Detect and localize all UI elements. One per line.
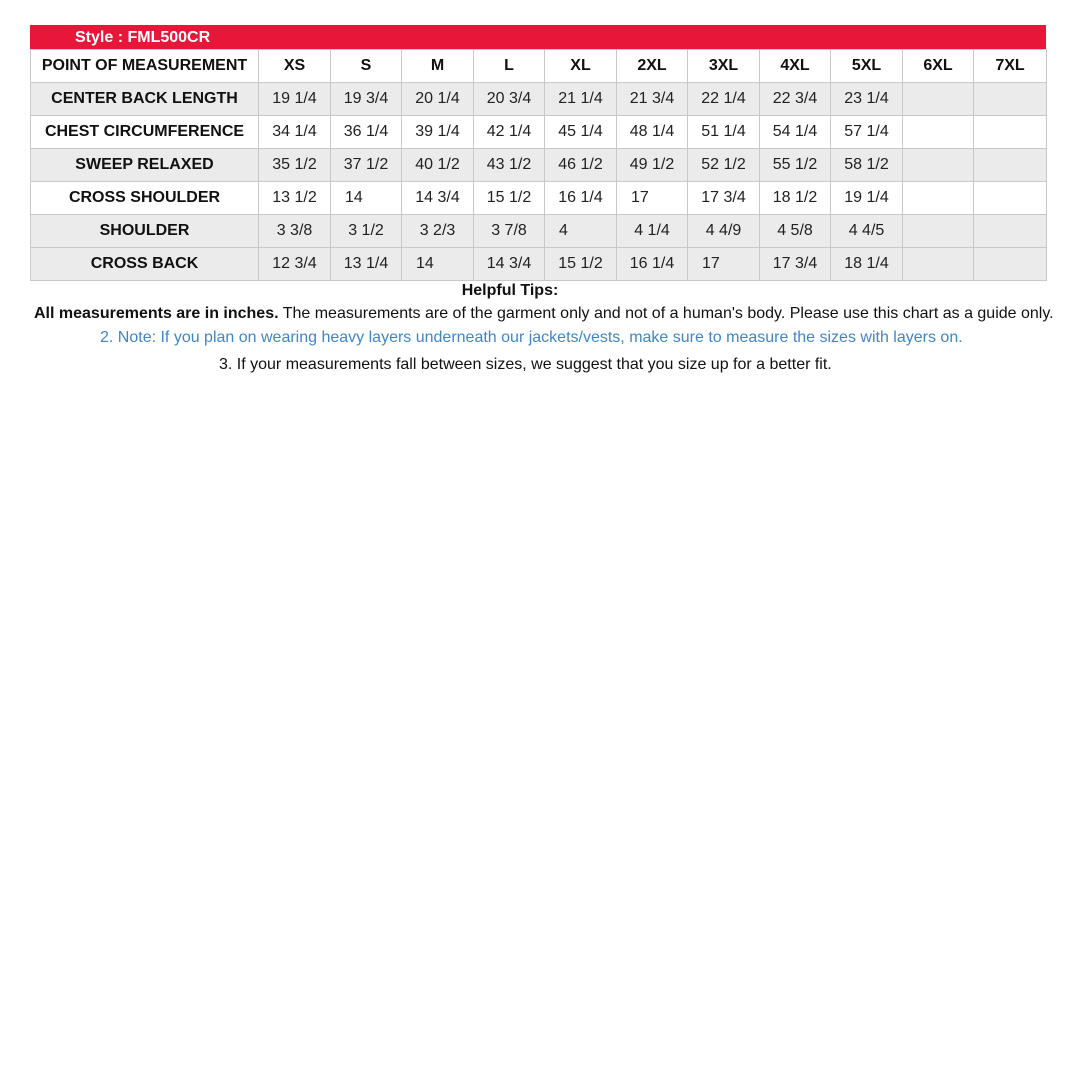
measurement-label: CENTER BACK LENGTH xyxy=(31,83,259,116)
table-cell: 16 1/4 xyxy=(545,182,617,215)
table-cell: 17 xyxy=(688,248,760,281)
table-row xyxy=(31,116,1047,149)
table-cell xyxy=(903,149,974,182)
size-header: 2XL xyxy=(617,50,688,83)
table-cell: 37 1/2 xyxy=(331,149,402,182)
table-cell xyxy=(903,215,974,248)
table-cell: 14 xyxy=(402,248,474,281)
table-cell: 17 xyxy=(617,182,688,215)
table-cell: 40 1/2 xyxy=(402,149,474,182)
table-cell: 19 1/4 xyxy=(259,83,331,116)
table-cell: 3 3/8 xyxy=(259,215,331,248)
table-cell: 46 1/2 xyxy=(545,149,617,182)
table-cell: 34 1/4 xyxy=(259,116,331,149)
table-cell: 4 4/9 xyxy=(688,215,760,248)
measurement-label: CROSS BACK xyxy=(31,248,259,281)
table-cell: 19 1/4 xyxy=(831,182,903,215)
table-cell: 51 1/4 xyxy=(688,116,760,149)
measurement-label: CHEST CIRCUMFERENCE xyxy=(31,116,259,149)
tip-measurements-inches xyxy=(0,302,1080,326)
size-header: XS xyxy=(259,50,331,83)
table-cell: 12 3/4 xyxy=(259,248,331,281)
table-row xyxy=(31,149,1047,182)
table-cell xyxy=(974,248,1047,281)
table-cell xyxy=(903,83,974,116)
table-cell: 16 1/4 xyxy=(617,248,688,281)
table-cell: 14 3/4 xyxy=(402,182,474,215)
size-header: S xyxy=(331,50,402,83)
tips-title: Helpful Tips: xyxy=(461,282,559,299)
table-row xyxy=(31,215,1047,248)
table-row xyxy=(31,83,1047,116)
table-cell: 23 1/4 xyxy=(831,83,903,116)
tip-size-up: 3. If your measurements fall between sizes, we suggest that you size up for a better fit. xyxy=(219,356,832,373)
table-cell: 49 1/2 xyxy=(617,149,688,182)
table-cell: 17 3/4 xyxy=(688,182,760,215)
tip-heavy-layers-note: 2. Note: If you plan on wearing heavy layers underneath our jackets/vests, make sure to measure the sizes with layers on. xyxy=(100,329,963,346)
size-header: 3XL xyxy=(688,50,760,83)
table-cell xyxy=(903,182,974,215)
table-cell xyxy=(974,83,1047,116)
table-cell: 21 3/4 xyxy=(617,83,688,116)
table-cell: 48 1/4 xyxy=(617,116,688,149)
table-cell: 4 5/8 xyxy=(760,215,831,248)
size-header: 7XL xyxy=(974,50,1047,83)
table-cell: 21 1/4 xyxy=(545,83,617,116)
table-cell: 22 1/4 xyxy=(688,83,760,116)
table-cell: 45 1/4 xyxy=(545,116,617,149)
table-cell: 14 xyxy=(331,182,402,215)
table-cell: 19 3/4 xyxy=(331,83,402,116)
table-cell: 17 3/4 xyxy=(760,248,831,281)
table-cell: 55 1/2 xyxy=(760,149,831,182)
table-cell: 3 2/3 xyxy=(402,215,474,248)
table-row xyxy=(31,182,1047,215)
measurement-label: SHOULDER xyxy=(31,215,259,248)
measurement-label: CROSS SHOULDER xyxy=(31,182,259,215)
table-cell: 42 1/4 xyxy=(474,116,545,149)
table-cell: 15 1/2 xyxy=(545,248,617,281)
size-chart xyxy=(30,25,1046,281)
table-row xyxy=(31,248,1047,281)
size-header: L xyxy=(474,50,545,83)
table-cell: 36 1/4 xyxy=(331,116,402,149)
table-cell xyxy=(974,149,1047,182)
table-cell: 20 1/4 xyxy=(402,83,474,116)
size-header: 4XL xyxy=(760,50,831,83)
tip-text: The measurements are of the garment only and not of a human's body. Please use this chart as a guide only. xyxy=(278,305,1054,322)
table-cell: 3 1/2 xyxy=(331,215,402,248)
table-cell: 15 1/2 xyxy=(474,182,545,215)
table-cell: 14 3/4 xyxy=(474,248,545,281)
header-row xyxy=(31,50,1047,83)
table-cell: 13 1/2 xyxy=(259,182,331,215)
table-cell: 52 1/2 xyxy=(688,149,760,182)
table-cell: 39 1/4 xyxy=(402,116,474,149)
table-cell xyxy=(903,116,974,149)
table-cell: 58 1/2 xyxy=(831,149,903,182)
table-cell: 35 1/2 xyxy=(259,149,331,182)
table-cell: 18 1/2 xyxy=(760,182,831,215)
measurement-label: SWEEP RELAXED xyxy=(31,149,259,182)
table-cell: 4 1/4 xyxy=(617,215,688,248)
size-header: 6XL xyxy=(903,50,974,83)
size-header: 5XL xyxy=(831,50,903,83)
table-cell: 4 xyxy=(545,215,617,248)
table-cell xyxy=(974,215,1047,248)
table-cell: 3 7/8 xyxy=(474,215,545,248)
size-table xyxy=(30,49,1047,281)
tip-bold-text: All measurements are in inches. xyxy=(34,305,279,322)
table-cell: 43 1/2 xyxy=(474,149,545,182)
style-banner: Style : FML500CR xyxy=(30,25,1046,49)
table-cell: 4 4/5 xyxy=(831,215,903,248)
table-cell: 22 3/4 xyxy=(760,83,831,116)
size-header: XL xyxy=(545,50,617,83)
table-cell: 20 3/4 xyxy=(474,83,545,116)
table-cell: 13 1/4 xyxy=(331,248,402,281)
pom-header: POINT OF MEASUREMENT xyxy=(31,50,259,83)
table-cell xyxy=(974,116,1047,149)
table-cell: 18 1/4 xyxy=(831,248,903,281)
table-cell xyxy=(903,248,974,281)
helpful-tips xyxy=(0,280,1080,377)
table-cell: 54 1/4 xyxy=(760,116,831,149)
table-cell: 57 1/4 xyxy=(831,116,903,149)
table-cell xyxy=(974,182,1047,215)
size-header: M xyxy=(402,50,474,83)
